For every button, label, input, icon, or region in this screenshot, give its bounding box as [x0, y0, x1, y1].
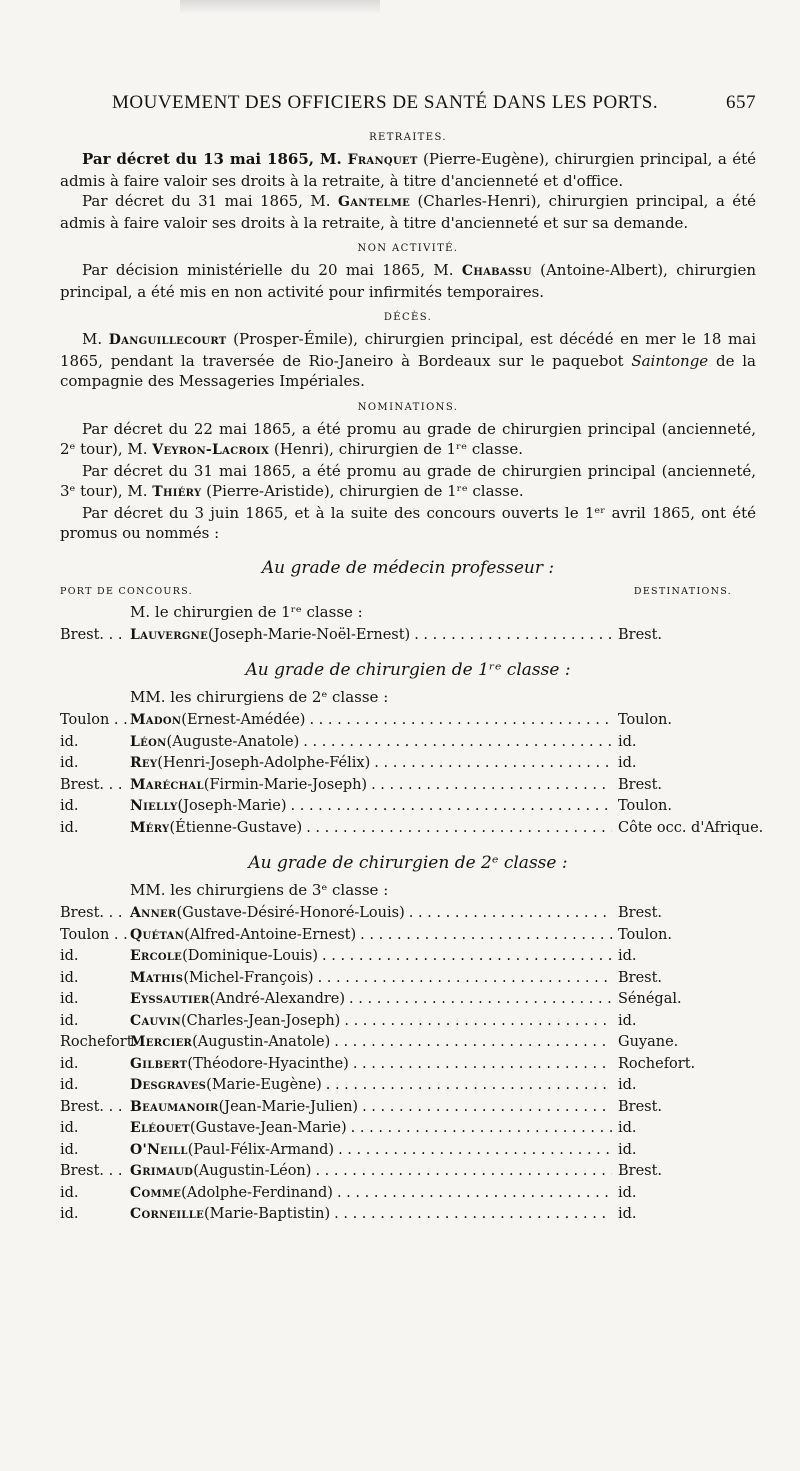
- text-run: (Prosper-Émile), chirurgien principal, est décédé en mer le 18 mai 1865, pendant la traversée de Rio-Janeiro à Bordeaux sur le paquebot: [60, 330, 756, 370]
- port-cell: id.: [60, 1012, 79, 1029]
- surname: Corneille: [130, 1206, 204, 1222]
- given-names: (Ernest-Amédée): [181, 712, 306, 728]
- name-cell: [130, 1140, 612, 1162]
- text-run: Par décret du 31 mai 1865, M.: [82, 192, 338, 210]
- destination-cell: Toulon.: [618, 712, 672, 728]
- group-heading: MM. les chirurgiens de 2ᵉ classe :: [130, 688, 389, 706]
- leader-dots: [309, 710, 612, 732]
- surname: Anner: [130, 905, 177, 921]
- list-item: [60, 903, 756, 925]
- leader-dots: [414, 625, 612, 647]
- paragraph-retraite-franquet: [60, 149, 756, 191]
- name-cell: [130, 710, 612, 732]
- port-cell: Brest. . .: [60, 626, 123, 643]
- page-number: 657: [726, 92, 756, 113]
- group-heading: M. le chirurgien de 1ʳᵉ classe :: [130, 602, 363, 621]
- list-item: [60, 1183, 756, 1205]
- port-cell: Brest. . .: [60, 1098, 123, 1115]
- list-item: [60, 968, 756, 990]
- destination-cell: Brest.: [618, 969, 663, 986]
- name-cell: [130, 1161, 612, 1183]
- surname: Nielly: [130, 798, 178, 814]
- destination-cell: Brest.: [618, 905, 663, 921]
- port-cell: Brest. . .: [60, 1163, 123, 1179]
- section-heading-deces: DÉCÈS.: [383, 312, 433, 323]
- list-item: [60, 796, 756, 818]
- leader-dots: [374, 753, 612, 775]
- destination-cell: id.: [618, 1120, 637, 1136]
- destination-cell: Brest.: [618, 1163, 663, 1179]
- name-cell: [130, 968, 612, 990]
- list-item: [60, 1118, 756, 1140]
- list-item: [60, 818, 764, 840]
- text-run: (Antoine-Albert), chirurgien principal, a été mis en non activité pour infirmités temporaires.: [60, 261, 756, 301]
- given-names: (Alfred-Antoine-Ernest): [184, 926, 357, 943]
- given-names: (Firmin-Marie-Joseph): [203, 776, 368, 793]
- surname: Madon: [130, 712, 182, 728]
- name-cell: [130, 1011, 612, 1033]
- leader-dots: [291, 796, 612, 818]
- list-item: [60, 1161, 756, 1183]
- port-cell: id.: [60, 798, 79, 814]
- port-cell: id.: [60, 1184, 79, 1201]
- port-cell: id.: [60, 948, 79, 964]
- list-item: [60, 710, 756, 732]
- leader-dots: [318, 968, 612, 990]
- section-heading-retraites: RETRAITES.: [369, 132, 447, 143]
- name-cell: [130, 946, 612, 968]
- list-item: [60, 925, 756, 947]
- destination-cell: Sénégal.: [618, 991, 682, 1007]
- given-names: (Marie-Baptistin): [204, 1206, 331, 1222]
- port-cell: Toulon . .: [60, 926, 128, 943]
- name-cell: [130, 732, 612, 754]
- name-cell: [130, 1097, 612, 1119]
- given-names: (Gustave-Jean-Marie): [189, 1120, 347, 1136]
- text-run: (Pierre-Aristide), chirurgien de 1ʳᵉ classe.: [201, 482, 524, 500]
- list-item: [60, 775, 756, 797]
- destination-cell: Rochefort.: [618, 1055, 696, 1072]
- surname: Comme: [130, 1184, 182, 1201]
- given-names: (André-Alexandre): [209, 991, 346, 1007]
- surname: Mercier: [130, 1034, 193, 1050]
- port-cell: id.: [60, 991, 79, 1007]
- nomination-list-3: [60, 903, 756, 1226]
- given-names: (Adolphe-Ferdinand): [181, 1184, 333, 1201]
- name-cell: [130, 1075, 612, 1097]
- surname: Eléouet: [130, 1120, 190, 1136]
- text-run: de la compagnie des Messageries Impériales.: [60, 351, 756, 390]
- surname: Maréchal: [130, 776, 204, 793]
- column-headers: [60, 586, 732, 597]
- column-header-destinations: DESTINATIONS.: [633, 585, 732, 597]
- port-cell: Brest. . .: [60, 905, 123, 921]
- page-title: MOUVEMENT DES OFFICIERS DE SANTÉ DANS LES PORTS.: [112, 92, 659, 113]
- name-cell: [130, 625, 612, 647]
- surname: Beaumanoir: [130, 1098, 219, 1115]
- port-cell: id.: [60, 969, 79, 986]
- leader-dots: [349, 989, 612, 1011]
- port-cell: id.: [60, 819, 79, 836]
- rank-heading-chirurgien-1re-classe: Au grade de chirurgien de 1ʳᵉ classe :: [245, 660, 571, 680]
- leader-dots: [353, 1054, 612, 1076]
- surname: O'Neill: [130, 1141, 188, 1158]
- surname: Chabassu: [461, 263, 532, 279]
- name-cell: [130, 796, 612, 818]
- text-run: Par décision ministérielle du 20 mai 1865, M.: [82, 261, 462, 279]
- leader-dots: [334, 1204, 612, 1226]
- destination-cell: id.: [618, 1141, 637, 1158]
- surname: Desgraves: [130, 1077, 207, 1093]
- text-run: Par décret du 22 mai 1865, a été promu au grade de chirurgien principal (ancienneté, 2ᵉ tour), M.: [60, 419, 756, 458]
- name-cell: [130, 775, 612, 797]
- nomination-list-1: [60, 625, 756, 647]
- surname: Franquet: [347, 152, 418, 168]
- list-item: [60, 1097, 756, 1119]
- given-names: (Gustave-Désiré-Honoré-Louis): [176, 905, 405, 921]
- section-heading-non-activite: NON ACTIVITÉ.: [357, 243, 459, 254]
- destination-cell: Brest.: [618, 626, 663, 643]
- leader-dots: [371, 775, 612, 797]
- name-cell: [130, 1183, 612, 1205]
- name-cell: [130, 925, 612, 947]
- ship-name: Saintonge: [631, 351, 709, 370]
- leader-dots: [326, 1075, 612, 1097]
- paragraph-nomination-veyron: [60, 419, 756, 461]
- nomination-list-2: [60, 710, 764, 839]
- name-cell: [130, 989, 612, 1011]
- list-item: [60, 625, 756, 647]
- paragraph-nomination-concours: Par décret du 3 juin 1865, et à la suite des concours ouverts le 1ᵉʳ avril 1865, ont été promus ou nommés :: [60, 503, 756, 542]
- destination-cell: Toulon.: [618, 798, 672, 814]
- name-cell: [130, 1204, 612, 1226]
- destination-cell: id.: [618, 1012, 637, 1029]
- destination-cell: id.: [618, 733, 637, 750]
- name-cell: [130, 1032, 612, 1054]
- text-run: (Pierre-Eugène), chirurgien principal, a été admis à faire valoir ses droits à la retraite, à titre d'ancienneté et d'office.: [60, 150, 756, 190]
- name-cell: [130, 753, 612, 775]
- surname: Thiéry: [152, 484, 202, 500]
- rank-heading-medecin-professeur: Au grade de médecin professeur :: [261, 557, 555, 578]
- surname: Léon: [130, 733, 167, 750]
- leader-dots: [360, 925, 612, 947]
- name-cell: [130, 1054, 612, 1076]
- destination-cell: id.: [618, 1184, 637, 1201]
- destination-cell: id.: [618, 1077, 637, 1093]
- surname: Gilbert: [130, 1055, 188, 1072]
- surname: Lauvergne: [130, 626, 209, 643]
- list-item: [60, 989, 756, 1011]
- rank-heading-chirurgien-2e-classe: Au grade de chirurgien de 2ᵉ classe :: [248, 853, 568, 873]
- leader-dots: [303, 732, 612, 754]
- port-cell: id.: [60, 1077, 79, 1093]
- destination-cell: Guyane.: [618, 1034, 679, 1050]
- list-item: [60, 1075, 756, 1097]
- list-item: [60, 946, 756, 968]
- name-cell: [130, 818, 612, 840]
- given-names: (Henri-Joseph-Adolphe-Félix): [157, 755, 371, 771]
- list-item: [60, 1054, 756, 1076]
- list-item: [60, 732, 756, 754]
- leader-dots: [337, 1183, 612, 1205]
- given-names: (Joseph-Marie): [177, 798, 287, 814]
- surname: Mathis: [130, 969, 184, 986]
- paragraph-retraite-gantelme: [60, 191, 756, 233]
- port-cell: id.: [60, 1141, 79, 1158]
- given-names: (Auguste-Anatole): [166, 733, 300, 750]
- list-item: [60, 1032, 756, 1054]
- given-names: (Augustin-Léon): [193, 1163, 312, 1179]
- text-run: M.: [82, 330, 109, 348]
- leader-dots: [362, 1097, 612, 1119]
- given-names: (Charles-Jean-Joseph): [181, 1012, 341, 1029]
- scan-smudge: [180, 0, 380, 14]
- column-header-port: PORT DE CONCOURS.: [60, 585, 193, 597]
- given-names: (Étienne-Gustave): [169, 819, 303, 836]
- leader-dots: [338, 1140, 612, 1162]
- leader-dots: [322, 946, 612, 968]
- paragraph-non-activite: [60, 260, 756, 302]
- running-header: [60, 92, 756, 114]
- surname: Ercole: [130, 948, 183, 964]
- leader-dots: [315, 1161, 612, 1183]
- given-names: (Théodore-Hyacinthe): [187, 1055, 349, 1072]
- name-cell: [130, 903, 612, 925]
- surname: Danguillecourt: [108, 332, 227, 348]
- text-run: (Charles-Henri), chirurgien principal, a été admis à faire valoir ses droits à la retraite, à titre d'ancienneté et sur sa demande.: [60, 192, 757, 232]
- list-item: [60, 1011, 756, 1033]
- surname: Veyron-Lacroix: [152, 442, 270, 458]
- surname: Eyssautier: [130, 991, 210, 1007]
- leader-dots: [351, 1118, 612, 1140]
- leader-dots: [334, 1032, 612, 1054]
- port-cell: id.: [60, 1055, 79, 1072]
- port-cell: Rochefort.: [60, 1034, 138, 1050]
- port-cell: Toulon . .: [60, 712, 128, 728]
- text-run: (Henri), chirurgien de 1ʳᵉ classe.: [269, 440, 524, 458]
- destination-cell: Brest.: [618, 776, 663, 793]
- text-run: Par décret du 13 mai 1865, M.: [82, 150, 348, 168]
- leader-dots: [306, 818, 612, 840]
- destination-cell: id.: [618, 948, 637, 964]
- leader-dots: [409, 903, 612, 925]
- group-heading: MM. les chirurgiens de 3ᵉ classe :: [130, 881, 389, 899]
- surname: Rey: [130, 755, 158, 771]
- destination-cell: Côte occ. d'Afrique.: [618, 819, 764, 836]
- destination-cell: Brest.: [618, 1098, 663, 1115]
- destination-cell: id.: [618, 1206, 637, 1222]
- given-names: (Augustin-Anatole): [192, 1034, 331, 1050]
- given-names: (Dominique-Louis): [182, 948, 319, 964]
- list-item: [60, 753, 756, 775]
- surname: Cauvin: [130, 1012, 181, 1029]
- port-cell: id.: [60, 1120, 79, 1136]
- text-run: Par décret du 31 mai 1865, a été promu au grade de chirurgien principal (ancienneté, 3ᵉ tour), M.: [60, 461, 756, 500]
- paragraph-nomination-thiery: [60, 461, 756, 503]
- surname: Quétan: [130, 926, 185, 943]
- port-cell: Brest. . .: [60, 776, 123, 793]
- given-names: (Joseph-Marie-Noël-Ernest): [208, 626, 411, 643]
- section-heading-nominations: NOMINATIONS.: [357, 401, 459, 413]
- surname: Méry: [130, 819, 170, 836]
- destination-cell: Toulon.: [618, 926, 672, 943]
- list-item: [60, 1204, 756, 1226]
- port-cell: id.: [60, 1206, 79, 1222]
- surname: Gantelme: [337, 194, 410, 210]
- given-names: (Paul-Félix-Armand): [187, 1141, 335, 1158]
- paragraph-deces: [60, 329, 756, 392]
- surname: Grimaud: [130, 1163, 194, 1179]
- port-cell: id.: [60, 755, 79, 771]
- list-item: [60, 1140, 756, 1162]
- leader-dots: [344, 1011, 612, 1033]
- given-names: (Michel-François): [183, 969, 314, 986]
- given-names: (Marie-Eugène): [206, 1077, 322, 1093]
- port-cell: id.: [60, 733, 79, 750]
- given-names: (Jean-Marie-Julien): [218, 1098, 359, 1115]
- destination-cell: id.: [618, 755, 637, 771]
- name-cell: [130, 1118, 612, 1140]
